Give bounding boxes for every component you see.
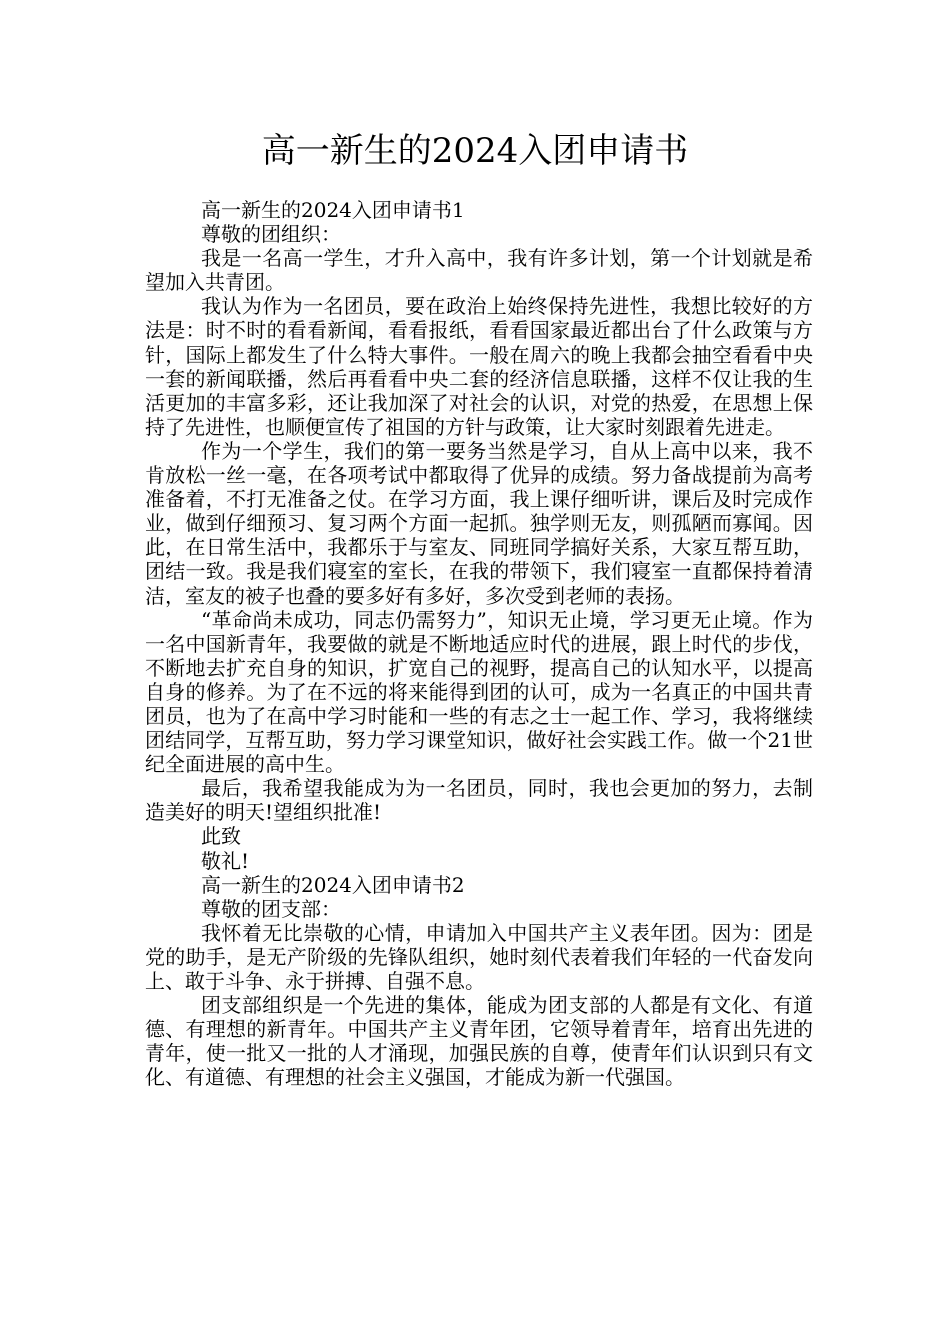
document-body xyxy=(145,198,813,1089)
paragraph: 最后，我希望我能成为为一名团员，同时，我也会更加的努力，去制造美好的明天!望组织批准! xyxy=(145,776,813,825)
paragraph: 作为一个学生，我们的第一要务当然是学习，自从上高中以来，我不肯放松一丝一毫，在各项考试中都取得了优异的成绩。努力备战提前为高考准备着，不打无准备之仗。在学习方面，我上课仔细听讲，课后及时完成作业，做到仔细预习、复习两个方面一起抓。独学则无友，则孤陋而寡闻。因此，在日常生活中，我都乐于与室友、同班同学搞好关系，大家互帮互助，团结一致。我是我们寝室的室长，在我的带领下，我们寝室一直都保持着清洁，室友的被子也叠的要多好有多好，多次受到老师的表扬。 xyxy=(145,438,813,608)
closing-1: 此致 xyxy=(201,824,241,849)
paragraph: 我是一名高一学生，才升入高中，我有许多计划，第一个计划就是希望加入共青团。 xyxy=(145,246,813,295)
salutation-2: 尊敬的团支部： xyxy=(201,896,341,921)
closing-2: 敬礼! xyxy=(201,848,250,873)
section-heading-1: 高一新生的2024入团申请书1 xyxy=(201,198,465,222)
paragraph: 我认为作为一名团员，要在政治上始终保持先进性，我想比较好的方法是：时不时的看看新闻，看看报纸，看看国家最近都出台了什么政策与方针，国际上都发生了什么特大事件。一般在周六的晚上我都会抽空看看中央一套的新闻联播，然后再看看中央二套的经济信息联播，这样不仅让我的生活更加的丰富多彩，还让我加深了对社会的认识，对党的热爱，在思想上保持了先进性，也顺便宣传了祖国的方针与政策，让大家时刻跟着先进走。 xyxy=(145,294,813,439)
paragraph: 我怀着无比崇敬的心情，申请加入中国共产主义表年团。因为：团是党的助手，是无产阶级的先锋队组织，她时刻代表着我们年轻的一代奋发向上、敢于斗争、永于拼搏、自强不息。 xyxy=(145,920,813,993)
paragraph: “革命尚未成功，同志仍需努力”，知识无止境，学习更无止境。作为一名中国新青年，我要做的就是不断地适应时代的进展，跟上时代的步伐，不断地去扩充自身的知识，扩宽自己的视野，提高自己的认知水平，以提高自身的修养。为了在不远的将来能得到团的认可，成为一名真正的中国共青团员，也为了在高中学习时能和一些的有志之士一起工作、学习，我将继续团结同学，互帮互助，努力学习课堂知识，做好社会实践工作。做一个21世纪全面进展的高中生。 xyxy=(145,607,813,777)
paragraph: 团支部组织是一个先进的集体，能成为团支部的人都是有文化、有道德、有理想的新青年。中国共产主义青年团，它领导着青年，培育出先进的青年，使一批又一批的人才涌现，加强民族的自尊，使青年们认识到只有文化、有道德、有理想的社会主义强国，才能成为新一代强国。 xyxy=(145,993,813,1090)
document-title: 高一新生的2024入团申请书 xyxy=(261,131,689,171)
section-heading-2: 高一新生的2024入团申请书2 xyxy=(201,872,465,897)
salutation-1: 尊敬的团组织： xyxy=(201,222,341,247)
